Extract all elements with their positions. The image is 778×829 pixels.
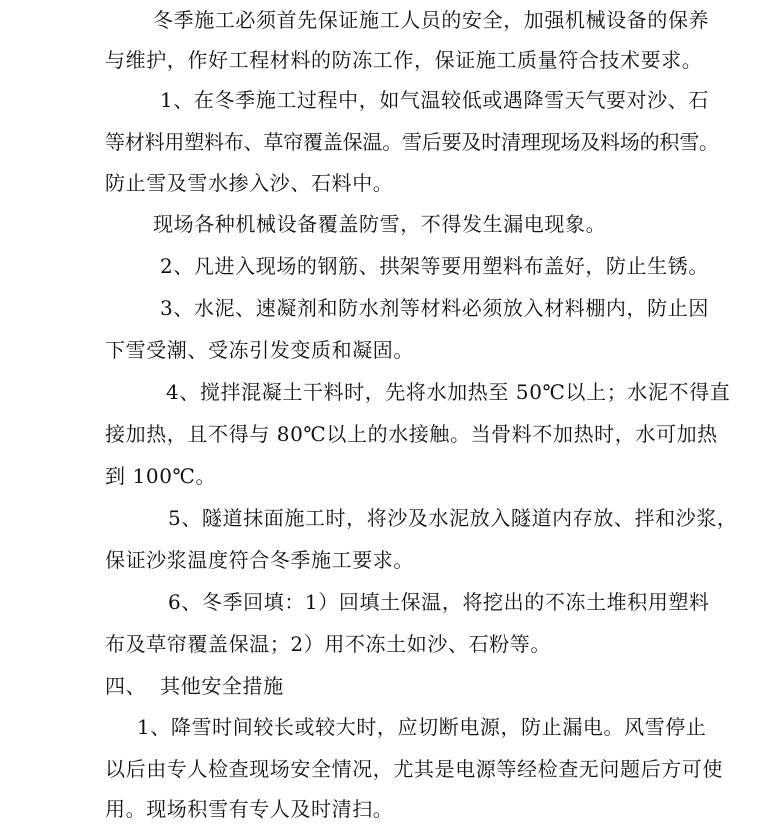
section-4-item-1-line-1: 1、降雪时间较长或较大时，应切断电源，防止漏电。风雪停止 [137, 715, 707, 739]
item-4-line-2: 接加热，且不得与 80℃以上的水接触。当骨料不加热时，水可加热 [105, 422, 718, 446]
item-6-line-2: 布及草帘覆盖保温；2）用不冻土如沙、石粉等。 [105, 632, 551, 656]
item-1-line-3: 防止雪及雪水掺入沙、石料中。 [105, 171, 394, 195]
item-5-line-1: 5、隧道抹面施工时，将沙及水泥放入隧道内存放、拌和沙浆， [168, 506, 738, 530]
item-4-line-1: 4、搅拌混凝土干料时，先将水加热至 50℃以上；水泥不得直 [166, 380, 731, 404]
item-1-line-1: 1、在冬季施工过程中，如气温较低或遇降雪天气要对沙、石 [160, 88, 709, 112]
item-1-line-2: 等材料用塑料布、草帘覆盖保温。雪后要及时清理现场及料场的积雪。 [105, 130, 719, 154]
item-3-line-1: 3、水泥、速凝剂和防水剂等材料必须放入材料棚内，防止因 [160, 296, 709, 320]
item-6-line-1: 6、冬季回填：1）回填土保温，将挖出的不冻土堆积用塑料 [168, 590, 710, 614]
intro-line-1: 冬季施工必须首先保证施工人员的安全，加强机械设备的保养 [153, 8, 710, 32]
item-1-extra-line: 现场各种机械设备覆盖防雪，不得发生漏电现象。 [153, 212, 607, 236]
item-3-line-2: 下雪受潮、受冻引发变质和凝固。 [105, 338, 414, 362]
item-2-line-1: 2、凡进入现场的钢筋、拱架等要用塑料布盖好，防止生锈。 [160, 254, 709, 278]
item-4-line-3: 到 100℃。 [105, 464, 217, 488]
section-4-item-1-line-3: 用。现场积雪有专人及时清扫。 [105, 797, 394, 821]
section-4-heading: 四、 其他安全措施 [105, 674, 284, 698]
item-5-line-2: 保证沙浆温度符合冬季施工要求。 [105, 548, 414, 572]
intro-line-2: 与维护，作好工程材料的防冻工作，保证施工质量符合技术要求。 [105, 48, 703, 72]
section-4-item-1-line-2: 以后由专人检查现场安全情况，尤其是电源等经检查无问题后方可使 [105, 757, 723, 781]
